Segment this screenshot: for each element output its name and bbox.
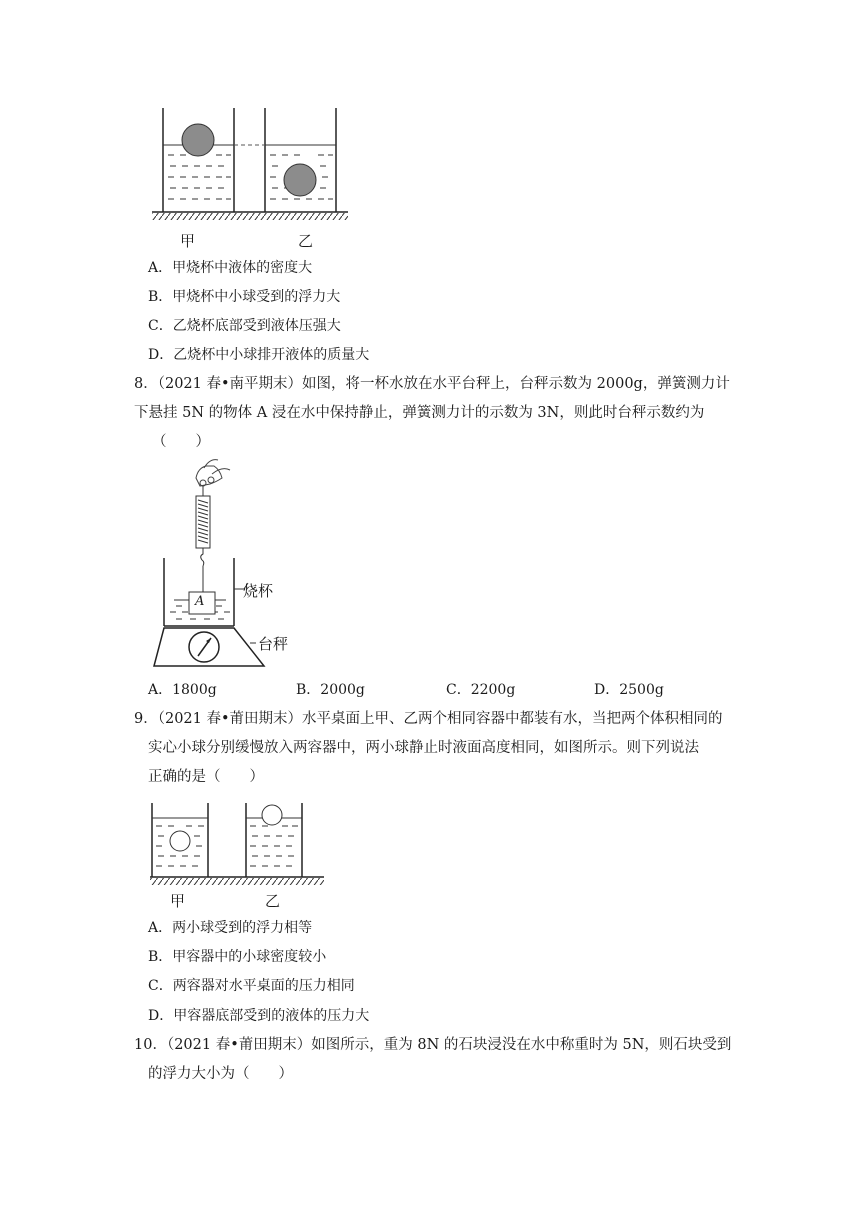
q8-option-c: C．2200g	[446, 682, 516, 698]
q8-beaker-label: 烧杯	[243, 582, 274, 600]
q8-option-d: D．2500g	[594, 682, 664, 698]
q8-text-line-3: （ ）	[152, 434, 210, 450]
q8-text-line-2: 下悬挂 5N 的物体 A 浸在水中保持静止，弹簧测力计的示数为 3N，则此时台秤示数约为	[134, 405, 705, 421]
fig9-label-right: 乙	[265, 892, 281, 910]
q10-text-line-1: 10．（2021 春•莆田期末）如图所示，重为 8N 的石块浸没在水中称重时为 5N，则石块受到	[134, 1037, 732, 1053]
q9-text-line-3: 正确的是（ ）	[148, 769, 264, 785]
fig9-label-left: 甲	[170, 892, 186, 910]
q8-option-a: A．1800g	[148, 682, 217, 698]
fig7-label-left: 甲	[180, 232, 196, 250]
q7-option-c: C．乙烧杯底部受到液体压强大	[148, 318, 341, 334]
q9-option-a: A．两小球受到的浮力相等	[148, 920, 313, 936]
q9-option-d: D．甲容器底部受到的液体的压力大	[148, 1008, 370, 1024]
q7-option-d: D．乙烧杯中小球排开液体的质量大	[148, 347, 370, 363]
q9-option-b: B．甲容器中的小球密度较小	[148, 949, 327, 965]
q9-text-line-2: 实心小球分别缓慢放入两容器中，两小球静止时液面高度相同，如图所示。则下列说法	[148, 740, 699, 756]
fig7-label-right: 乙	[298, 232, 314, 250]
q7-option-b: B．甲烧杯中小球受到的浮力大	[148, 289, 341, 305]
ball-right	[262, 805, 282, 825]
q8-scale-label: 台秤	[258, 635, 289, 653]
q8-block-label: A	[195, 594, 205, 609]
q9-text-line-1: 9．（2021 春•莆田期末）水平桌面上甲、乙两个相同容器中都装有水，当把两个体积相同的	[134, 711, 723, 727]
q8-option-b: B．2000g	[296, 682, 365, 698]
q9-option-c: C．两容器对水平桌面的压力相同	[148, 978, 355, 994]
q7-option-a: A．甲烧杯中液体的密度大	[148, 260, 313, 276]
q10-text-line-2: 的浮力大小为（ ）	[148, 1066, 293, 1082]
ball-left	[170, 831, 190, 851]
q8-text-line-1: 8．（2021 春•南平期末）如图，将一杯水放在水平台秤上，台秤示数为 2000g，弹簧测力计	[134, 376, 730, 392]
